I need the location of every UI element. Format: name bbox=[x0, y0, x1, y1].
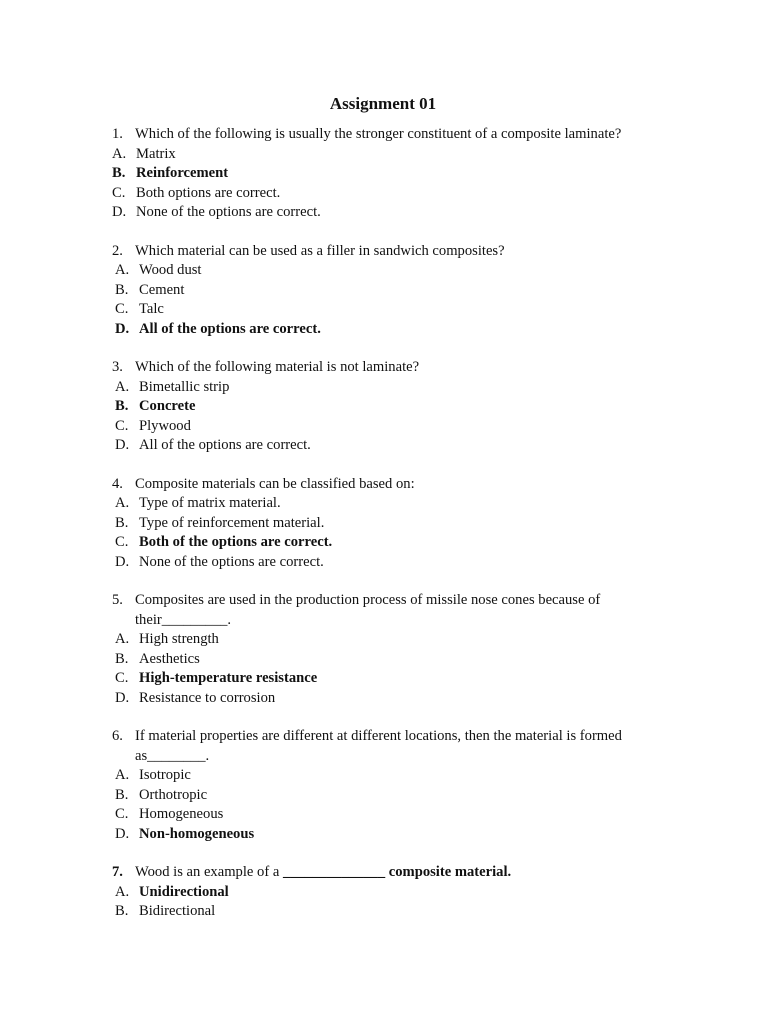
option-text: None of the options are correct. bbox=[139, 553, 324, 570]
option-text: High strength bbox=[139, 631, 219, 647]
option-letter: B. bbox=[115, 514, 129, 531]
question-text: Composite materials can be classified based on: bbox=[135, 475, 415, 492]
question-text: If material properties are different at different locations, then the material is formed as________. bbox=[135, 728, 622, 764]
option-text: Cement bbox=[139, 281, 185, 298]
question-text-part: composite material. bbox=[385, 864, 512, 880]
option-text: Matrix bbox=[136, 145, 176, 162]
option-text: Aesthetics bbox=[139, 650, 200, 667]
option-letter: D. bbox=[112, 204, 127, 220]
question-3 bbox=[112, 358, 652, 456]
option-text: All of the options are correct. bbox=[139, 437, 311, 453]
option-text: Isotropic bbox=[139, 767, 191, 783]
question-number: 3. bbox=[112, 359, 123, 375]
option-letter: A. bbox=[115, 378, 130, 395]
option-letter: C. bbox=[115, 417, 129, 434]
question-5 bbox=[112, 591, 652, 708]
option-letter: C. bbox=[115, 806, 129, 822]
question-1 bbox=[112, 125, 652, 223]
option-letter: A. bbox=[115, 631, 130, 647]
option-letter: A. bbox=[115, 495, 130, 511]
option-text: Bimetallic strip bbox=[139, 378, 230, 395]
question-text: Which of the following is usually the stronger constituent of a composite laminate? bbox=[135, 126, 622, 142]
option-text: Plywood bbox=[139, 417, 191, 434]
assignment-title: Assignment 01 bbox=[329, 94, 437, 113]
option-text: Talc bbox=[139, 301, 164, 317]
option-letter: A. bbox=[115, 883, 130, 900]
correct-option-text: Unidirectional bbox=[139, 883, 229, 900]
question-text-part: Wood is an example of a bbox=[135, 864, 283, 880]
question-number: 1. bbox=[112, 126, 123, 142]
option-letter: B. bbox=[115, 903, 129, 919]
option-text: Orthotropic bbox=[139, 786, 208, 803]
option-text: None of the options are correct. bbox=[136, 204, 321, 220]
question-7 bbox=[112, 863, 652, 922]
option-letter: C. bbox=[115, 301, 129, 317]
option-text: Resistance to corrosion bbox=[139, 689, 276, 706]
option-letter: B. bbox=[115, 650, 129, 667]
option-text: Type of matrix material. bbox=[139, 495, 281, 511]
option-text: Both options are correct. bbox=[136, 184, 281, 201]
option-text: Bidirectional bbox=[139, 903, 216, 919]
option-letter: B. bbox=[115, 281, 129, 298]
option-letter: B. bbox=[115, 786, 129, 803]
question-text: Which material can be used as a filler in sandwich composites? bbox=[135, 242, 505, 259]
question-text: Which of the following material is not laminate? bbox=[135, 359, 420, 375]
correct-option-text: All of the options are correct. bbox=[139, 320, 321, 337]
option-letter: C. bbox=[112, 184, 126, 201]
question-list bbox=[112, 125, 652, 941]
option-letter: B. bbox=[115, 398, 129, 414]
option-letter: D. bbox=[115, 437, 130, 453]
question-4 bbox=[112, 475, 652, 573]
option-letter: D. bbox=[115, 553, 130, 570]
option-letter: D. bbox=[115, 689, 130, 706]
option-letter: D. bbox=[115, 320, 130, 337]
option-letter: A. bbox=[115, 262, 130, 278]
option-text: Homogeneous bbox=[139, 806, 224, 822]
question-number: 2. bbox=[112, 242, 123, 259]
option-letter: D. bbox=[115, 825, 130, 842]
option-letter: C. bbox=[115, 534, 129, 550]
correct-option-text: Reinforcement bbox=[136, 165, 229, 181]
option-letter: C. bbox=[115, 670, 129, 686]
option-letter: A. bbox=[112, 145, 127, 162]
question-number: 6. bbox=[112, 728, 123, 744]
question-number: 7. bbox=[112, 864, 123, 880]
option-letter: B. bbox=[112, 165, 126, 181]
correct-option-text: High-temperature resistance bbox=[139, 670, 318, 686]
option-letter: A. bbox=[115, 767, 130, 783]
question-text: Composites are used in the production process of missile nose cones because of their_________. bbox=[135, 592, 601, 628]
question-number: 5. bbox=[112, 592, 123, 608]
option-text: Type of reinforcement material. bbox=[139, 514, 325, 531]
correct-option-text: Concrete bbox=[139, 398, 196, 414]
question-2 bbox=[112, 242, 652, 340]
question-number: 4. bbox=[112, 475, 123, 492]
option-text: Wood dust bbox=[139, 262, 202, 278]
correct-option-text: Both of the options are correct. bbox=[139, 534, 333, 550]
blank-line: ______________ bbox=[282, 864, 386, 880]
correct-option-text: Non-homogeneous bbox=[139, 825, 255, 842]
question-6 bbox=[112, 727, 652, 844]
